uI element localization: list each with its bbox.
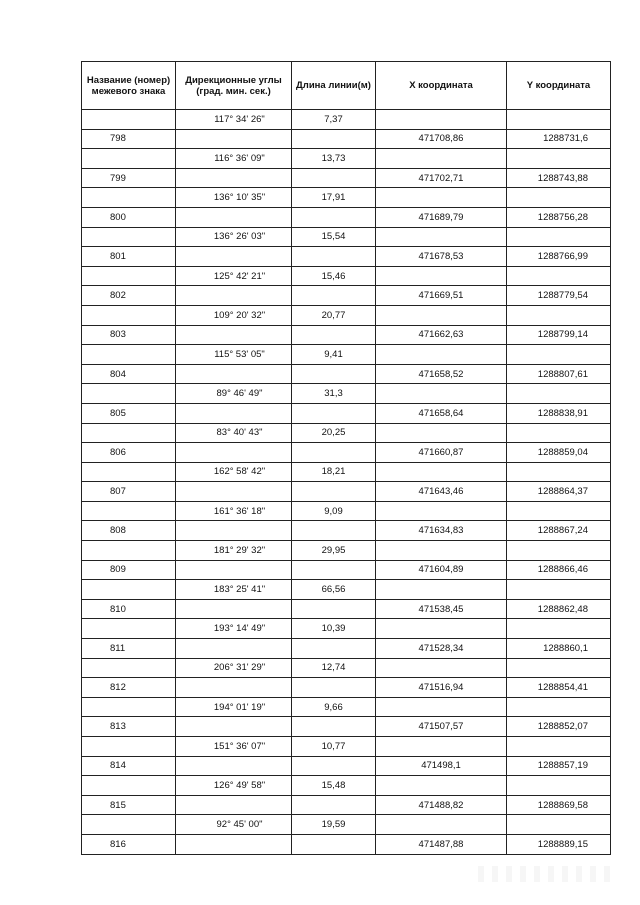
cell-direction-angle: 92° 45' 00" (176, 815, 292, 835)
cell-direction-angle (176, 560, 292, 580)
cell-y-coordinate (507, 423, 611, 443)
table-row (82, 521, 611, 541)
cell-line-length (292, 599, 376, 619)
cell-x-coordinate (376, 149, 507, 169)
table-row (82, 168, 611, 188)
cell-y-coordinate: 1288860,1 (507, 639, 611, 659)
table-row (82, 462, 611, 482)
cell-marker-name: 809 (82, 560, 176, 580)
cell-marker-name: 812 (82, 678, 176, 698)
cell-y-coordinate (507, 737, 611, 757)
cell-marker-name (82, 737, 176, 757)
cell-marker-name: 798 (82, 129, 176, 149)
cell-direction-angle (176, 599, 292, 619)
table-row (82, 697, 611, 717)
cell-marker-name (82, 619, 176, 639)
scan-artifact (478, 866, 618, 882)
cell-line-length (292, 521, 376, 541)
cell-line-length (292, 168, 376, 188)
table-row (82, 423, 611, 443)
cell-marker-name: 813 (82, 717, 176, 737)
table-row (82, 384, 611, 404)
header-line-length: Длина линии(м) (292, 62, 376, 110)
cell-direction-angle: 83° 40' 43" (176, 423, 292, 443)
cell-line-length: 10,77 (292, 737, 376, 757)
cell-direction-angle: 117° 34' 26" (176, 110, 292, 130)
cell-y-coordinate: 1288756,28 (507, 207, 611, 227)
cell-line-length (292, 129, 376, 149)
cell-y-coordinate (507, 619, 611, 639)
cell-y-coordinate: 1288869,58 (507, 795, 611, 815)
cell-direction-angle (176, 678, 292, 698)
cell-y-coordinate: 1288864,37 (507, 482, 611, 502)
cell-x-coordinate (376, 815, 507, 835)
cell-x-coordinate: 471487,88 (376, 834, 507, 854)
cell-x-coordinate (376, 384, 507, 404)
table-row (82, 149, 611, 169)
cell-x-coordinate: 471507,57 (376, 717, 507, 737)
cell-x-coordinate: 471658,64 (376, 403, 507, 423)
cell-line-length: 31,3 (292, 384, 376, 404)
cell-direction-angle (176, 364, 292, 384)
cell-marker-name (82, 541, 176, 561)
table-row (82, 110, 611, 130)
cell-direction-angle (176, 403, 292, 423)
cell-y-coordinate: 1288867,24 (507, 521, 611, 541)
table-row (82, 580, 611, 600)
boundary-coordinates-table (81, 61, 611, 855)
cell-line-length (292, 482, 376, 502)
cell-x-coordinate (376, 580, 507, 600)
cell-direction-angle: 126° 49' 58" (176, 776, 292, 796)
cell-x-coordinate: 471662,63 (376, 325, 507, 345)
table-row (82, 776, 611, 796)
cell-direction-angle: 183° 25' 41" (176, 580, 292, 600)
cell-direction-angle: 116° 36' 09" (176, 149, 292, 169)
cell-direction-angle: 115° 53' 05" (176, 345, 292, 365)
cell-marker-name (82, 188, 176, 208)
cell-line-length (292, 639, 376, 659)
cell-x-coordinate: 471669,51 (376, 286, 507, 306)
cell-marker-name (82, 501, 176, 521)
cell-line-length: 12,74 (292, 658, 376, 678)
cell-y-coordinate (507, 305, 611, 325)
cell-line-length (292, 286, 376, 306)
cell-marker-name: 810 (82, 599, 176, 619)
cell-x-coordinate: 471643,46 (376, 482, 507, 502)
table-row (82, 286, 611, 306)
table-row (82, 541, 611, 561)
cell-x-coordinate: 471702,71 (376, 168, 507, 188)
cell-line-length: 29,95 (292, 541, 376, 561)
cell-marker-name: 801 (82, 247, 176, 267)
cell-marker-name (82, 658, 176, 678)
cell-direction-angle: 193° 14' 49" (176, 619, 292, 639)
cell-x-coordinate: 471488,82 (376, 795, 507, 815)
header-marker-name: Название (номер) межевого знака (82, 62, 176, 110)
cell-marker-name: 804 (82, 364, 176, 384)
table-row (82, 403, 611, 423)
cell-marker-name: 807 (82, 482, 176, 502)
cell-y-coordinate: 1288889,15 (507, 834, 611, 854)
cell-direction-angle: 125° 42' 21" (176, 266, 292, 286)
cell-line-length (292, 403, 376, 423)
cell-y-coordinate (507, 815, 611, 835)
cell-direction-angle (176, 129, 292, 149)
cell-line-length: 66,56 (292, 580, 376, 600)
table-row (82, 795, 611, 815)
cell-direction-angle: 206° 31' 29" (176, 658, 292, 678)
cell-x-coordinate (376, 345, 507, 365)
cell-direction-angle (176, 325, 292, 345)
table-row (82, 364, 611, 384)
cell-y-coordinate (507, 149, 611, 169)
cell-line-length: 15,48 (292, 776, 376, 796)
cell-x-coordinate (376, 776, 507, 796)
cell-x-coordinate (376, 305, 507, 325)
cell-x-coordinate (376, 501, 507, 521)
cell-marker-name (82, 345, 176, 365)
table-row (82, 815, 611, 835)
cell-line-length: 9,41 (292, 345, 376, 365)
cell-y-coordinate: 1288766,99 (507, 247, 611, 267)
cell-y-coordinate (507, 110, 611, 130)
cell-y-coordinate (507, 501, 611, 521)
cell-x-coordinate (376, 737, 507, 757)
cell-y-coordinate (507, 227, 611, 247)
cell-x-coordinate: 471689,79 (376, 207, 507, 227)
cell-line-length: 17,91 (292, 188, 376, 208)
cell-x-coordinate (376, 462, 507, 482)
table-header-row (82, 62, 611, 110)
cell-direction-angle: 89° 46' 49" (176, 384, 292, 404)
cell-x-coordinate: 471528,34 (376, 639, 507, 659)
table-row (82, 599, 611, 619)
cell-line-length (292, 207, 376, 227)
cell-x-coordinate (376, 423, 507, 443)
cell-marker-name: 806 (82, 443, 176, 463)
cell-marker-name: 815 (82, 795, 176, 815)
cell-marker-name (82, 227, 176, 247)
table-row (82, 619, 611, 639)
cell-marker-name: 803 (82, 325, 176, 345)
cell-direction-angle: 151° 36' 07" (176, 737, 292, 757)
table-row (82, 482, 611, 502)
cell-marker-name: 799 (82, 168, 176, 188)
cell-direction-angle: 136° 26' 03" (176, 227, 292, 247)
cell-marker-name (82, 423, 176, 443)
table-row (82, 737, 611, 757)
cell-marker-name (82, 815, 176, 835)
cell-marker-name: 814 (82, 756, 176, 776)
cell-direction-angle (176, 756, 292, 776)
header-direction-angle: Дирекционные углы (град. мин. сек.) (176, 62, 292, 110)
cell-line-length (292, 756, 376, 776)
table-row (82, 717, 611, 737)
cell-y-coordinate: 1288854,41 (507, 678, 611, 698)
cell-line-length (292, 717, 376, 737)
cell-direction-angle (176, 834, 292, 854)
cell-x-coordinate (376, 697, 507, 717)
cell-marker-name (82, 384, 176, 404)
cell-line-length: 13,73 (292, 149, 376, 169)
cell-y-coordinate: 1288859,04 (507, 443, 611, 463)
cell-line-length (292, 364, 376, 384)
cell-y-coordinate (507, 188, 611, 208)
cell-x-coordinate (376, 110, 507, 130)
cell-direction-angle: 136° 10' 35" (176, 188, 292, 208)
cell-line-length: 7,37 (292, 110, 376, 130)
cell-x-coordinate (376, 266, 507, 286)
cell-x-coordinate: 471660,87 (376, 443, 507, 463)
cell-y-coordinate: 1288866,46 (507, 560, 611, 580)
cell-direction-angle (176, 168, 292, 188)
cell-marker-name (82, 266, 176, 286)
table-row (82, 247, 611, 267)
table-row (82, 834, 611, 854)
cell-line-length: 15,46 (292, 266, 376, 286)
cell-marker-name: 816 (82, 834, 176, 854)
cell-line-length: 20,25 (292, 423, 376, 443)
cell-direction-angle (176, 247, 292, 267)
table-row (82, 207, 611, 227)
cell-x-coordinate: 471658,52 (376, 364, 507, 384)
cell-marker-name: 800 (82, 207, 176, 227)
table-row (82, 756, 611, 776)
cell-y-coordinate (507, 658, 611, 678)
cell-line-length (292, 795, 376, 815)
cell-line-length (292, 443, 376, 463)
cell-y-coordinate (507, 384, 611, 404)
cell-marker-name (82, 697, 176, 717)
cell-y-coordinate (507, 776, 611, 796)
cell-direction-angle (176, 286, 292, 306)
cell-line-length (292, 325, 376, 345)
cell-marker-name (82, 110, 176, 130)
cell-y-coordinate (507, 580, 611, 600)
table-row (82, 325, 611, 345)
cell-line-length (292, 560, 376, 580)
cell-marker-name (82, 305, 176, 325)
cell-line-length: 9,09 (292, 501, 376, 521)
cell-y-coordinate: 1288731,6 (507, 129, 611, 149)
cell-y-coordinate: 1288807,61 (507, 364, 611, 384)
cell-direction-angle (176, 521, 292, 541)
cell-direction-angle (176, 443, 292, 463)
cell-x-coordinate (376, 227, 507, 247)
cell-x-coordinate: 471634,83 (376, 521, 507, 541)
cell-y-coordinate: 1288838,91 (507, 403, 611, 423)
cell-line-length: 10,39 (292, 619, 376, 639)
table-row (82, 266, 611, 286)
cell-y-coordinate: 1288862,48 (507, 599, 611, 619)
cell-y-coordinate: 1288779,54 (507, 286, 611, 306)
cell-direction-angle (176, 207, 292, 227)
cell-y-coordinate (507, 541, 611, 561)
cell-line-length: 18,21 (292, 462, 376, 482)
table-row (82, 305, 611, 325)
cell-y-coordinate: 1288743,88 (507, 168, 611, 188)
cell-line-length (292, 247, 376, 267)
cell-x-coordinate: 471604,89 (376, 560, 507, 580)
cell-x-coordinate: 471708,86 (376, 129, 507, 149)
cell-line-length: 19,59 (292, 815, 376, 835)
table-row (82, 658, 611, 678)
cell-marker-name (82, 776, 176, 796)
cell-marker-name: 802 (82, 286, 176, 306)
table-row (82, 443, 611, 463)
cell-direction-angle: 109° 20' 32" (176, 305, 292, 325)
cell-direction-angle (176, 795, 292, 815)
cell-y-coordinate (507, 345, 611, 365)
table-row (82, 639, 611, 659)
cell-x-coordinate (376, 541, 507, 561)
cell-x-coordinate: 471678,53 (376, 247, 507, 267)
table-row (82, 678, 611, 698)
cell-x-coordinate: 471538,45 (376, 599, 507, 619)
cell-line-length: 15,54 (292, 227, 376, 247)
cell-line-length (292, 678, 376, 698)
table-row (82, 227, 611, 247)
table-row (82, 129, 611, 149)
cell-x-coordinate (376, 619, 507, 639)
cell-direction-angle (176, 717, 292, 737)
cell-y-coordinate (507, 697, 611, 717)
cell-line-length (292, 834, 376, 854)
table-row (82, 560, 611, 580)
cell-line-length: 20,77 (292, 305, 376, 325)
header-x-coordinate: X координата (376, 62, 507, 110)
table-body (82, 110, 611, 855)
cell-y-coordinate: 1288799,14 (507, 325, 611, 345)
cell-x-coordinate: 471516,94 (376, 678, 507, 698)
cell-y-coordinate (507, 462, 611, 482)
cell-direction-angle: 162° 58' 42" (176, 462, 292, 482)
cell-direction-angle: 181° 29' 32" (176, 541, 292, 561)
cell-marker-name (82, 580, 176, 600)
cell-direction-angle (176, 639, 292, 659)
cell-y-coordinate: 1288857,19 (507, 756, 611, 776)
cell-marker-name: 811 (82, 639, 176, 659)
cell-x-coordinate: 471498,1 (376, 756, 507, 776)
cell-y-coordinate: 1288852,07 (507, 717, 611, 737)
cell-y-coordinate (507, 266, 611, 286)
table-row (82, 188, 611, 208)
cell-direction-angle: 161° 36' 18" (176, 501, 292, 521)
table-row (82, 345, 611, 365)
cell-marker-name: 808 (82, 521, 176, 541)
cell-x-coordinate (376, 188, 507, 208)
cell-direction-angle: 194° 01' 19" (176, 697, 292, 717)
table-row (82, 501, 611, 521)
cell-x-coordinate (376, 658, 507, 678)
cell-marker-name (82, 149, 176, 169)
cell-marker-name: 805 (82, 403, 176, 423)
cell-marker-name (82, 462, 176, 482)
cell-line-length: 9,66 (292, 697, 376, 717)
header-y-coordinate: Y координата (507, 62, 611, 110)
cell-direction-angle (176, 482, 292, 502)
